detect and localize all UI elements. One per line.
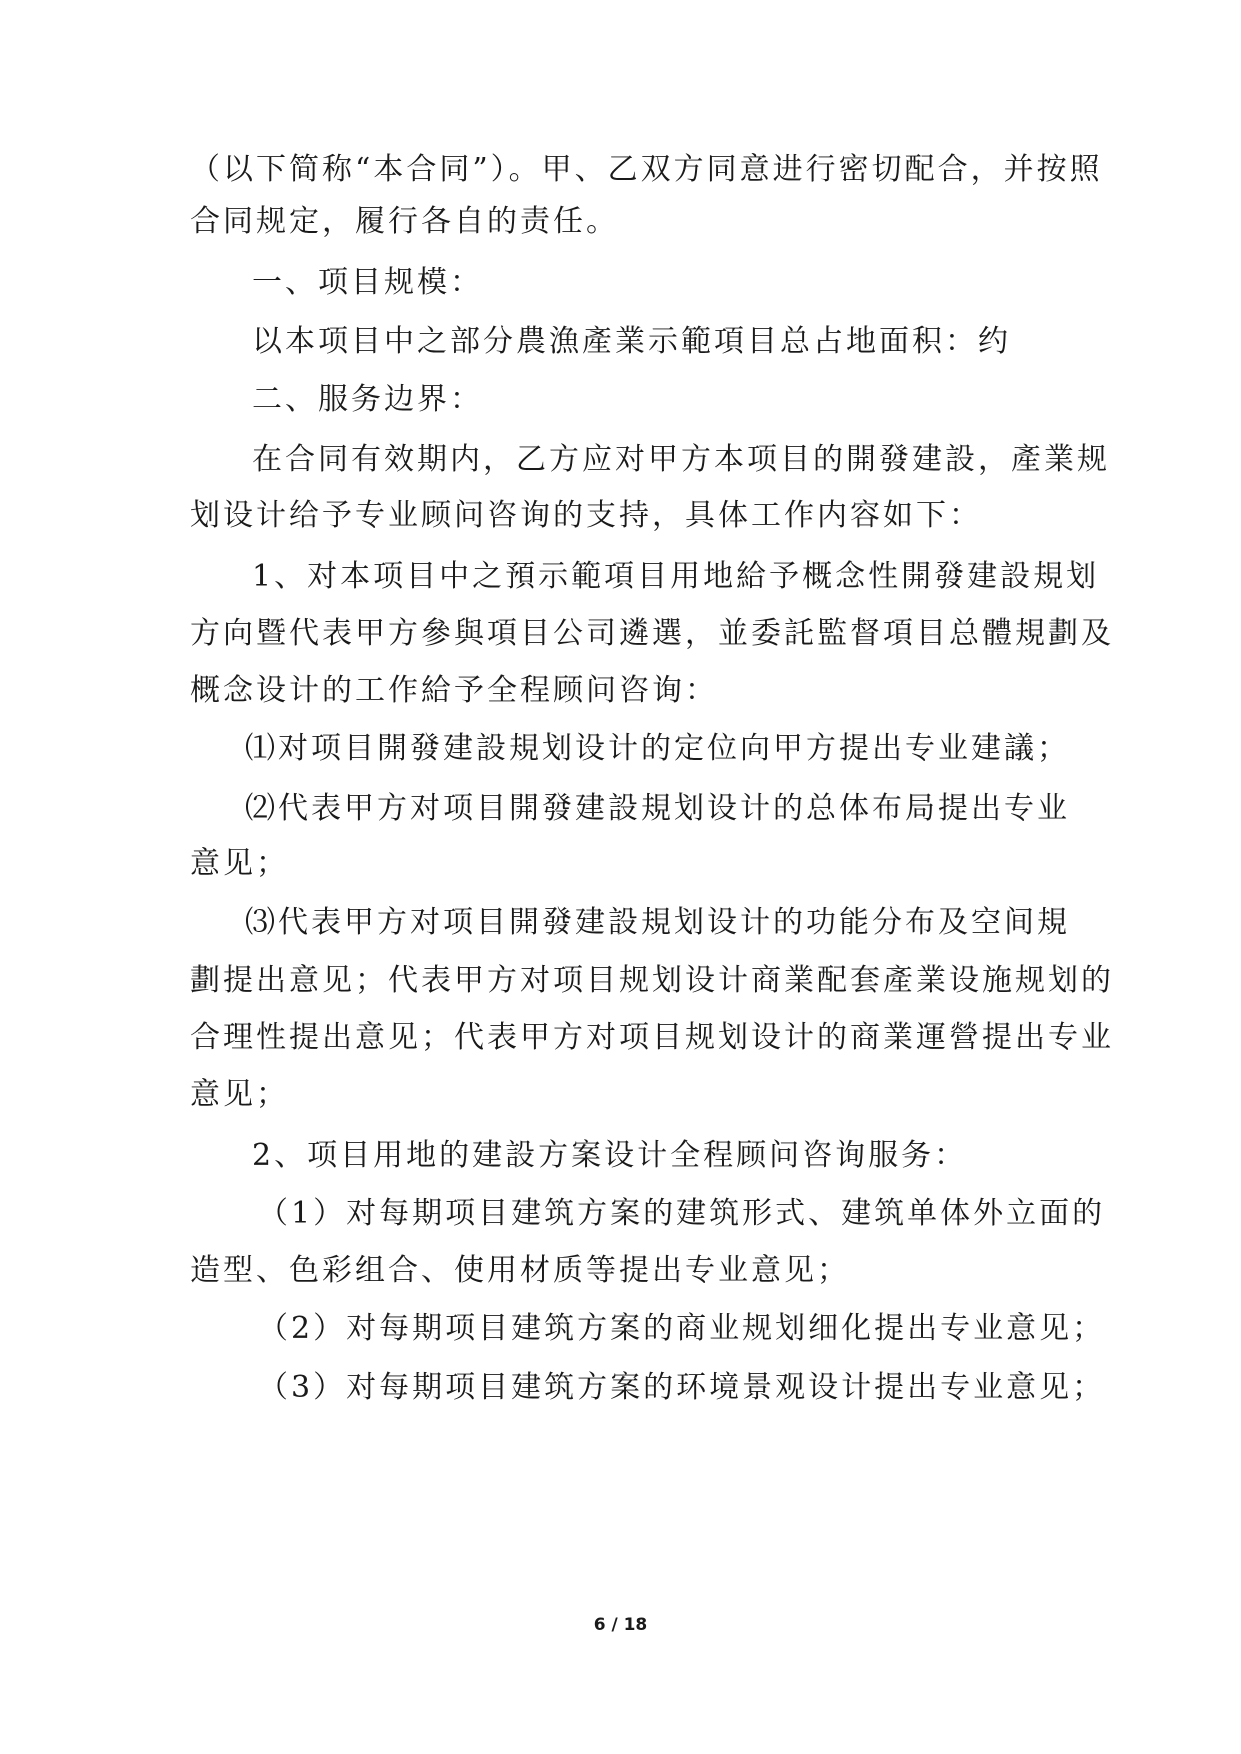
text-line-4: 以本项目中之部分農漁產業示範項目总占地面积：约 bbox=[252, 324, 1011, 359]
text-line-13: 意见； bbox=[190, 846, 289, 881]
text-line-21: （2）对每期项目建筑方案的商业规划细化提出专业意见； bbox=[258, 1311, 1106, 1346]
text-line-15: 劃提出意见；代表甲方对项目规划设计商業配套產業设施规划的 bbox=[190, 963, 1114, 998]
text-line-20: 造型、色彩组合、使用材质等提出专业意见； bbox=[190, 1253, 850, 1288]
text-line-16: 合理性提出意见；代表甲方对项目规划设计的商業運營提出专业 bbox=[190, 1020, 1114, 1055]
text-line-11: ⑴对项目開發建設規划设计的定位向甲方提出专业建議； bbox=[245, 731, 1070, 766]
text-line-6: 在合同有效期内，乙方应对甲方本项目的開發建設，產業规 bbox=[252, 442, 1110, 477]
text-line-2: 合同规定，履行各自的责任。 bbox=[190, 204, 619, 239]
text-line-7: 划设计给予专业顾问咨询的支持，具体工作内容如下： bbox=[190, 498, 982, 533]
section-heading-boundary: 二、服务边界： bbox=[252, 382, 483, 417]
text-line-14: ⑶代表甲方对项目開發建設規划设计的功能分布及空间規 bbox=[245, 905, 1070, 940]
text-line-9: 方向暨代表甲方參與項目公司遴選，並委託監督項目总體規劃及 bbox=[190, 616, 1114, 651]
text-line-12: ⑵代表甲方对项目開發建設規划设计的总体布局提出专业 bbox=[245, 791, 1070, 826]
text-line-1: （以下简称“本合同”）。甲、乙双方同意进行密切配合，并按照 bbox=[190, 152, 1103, 187]
page-number: 6 / 18 bbox=[593, 1615, 648, 1635]
text-line-8: 1、对本项目中之預示範項目用地給予概念性開發建設規划 bbox=[252, 559, 1100, 594]
text-line-17: 意见； bbox=[190, 1077, 289, 1112]
section-heading-scale: 一、项目规模： bbox=[252, 265, 483, 300]
text-line-18: 2、项目用地的建設方案设计全程顾问咨询服务： bbox=[252, 1138, 968, 1173]
text-line-10: 概念设计的工作給予全程顾问咨询： bbox=[190, 673, 718, 708]
text-line-22: （3）对每期项目建筑方案的环境景观设计提出专业意见； bbox=[258, 1370, 1106, 1405]
text-line-19: （1）对每期项目建筑方案的建筑形式、建筑单体外立面的 bbox=[258, 1196, 1106, 1231]
